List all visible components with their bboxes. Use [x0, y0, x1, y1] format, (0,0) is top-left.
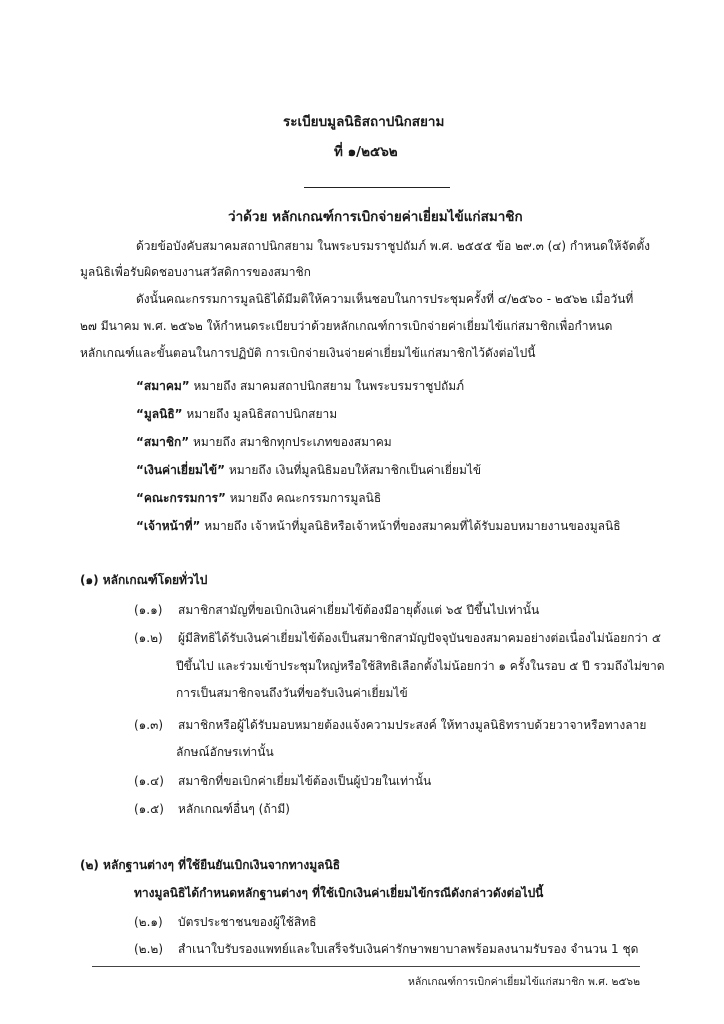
intro-line-2: มูลนิธิเพื่อรับผิดชอบงานสวัสดิการของสมาชิก [80, 265, 311, 279]
list-item [134, 800, 290, 819]
definition-term: “เจ้าหน้าที่” [136, 519, 201, 533]
section-heading: (๑) หลักเกณฑ์โดยทั่วไป [80, 573, 208, 587]
list-item-continuation: ปีขึ้นไป และร่วมเข้าประชุมใหญ่หรือใช้สิทธิเลือกตั้งไม่น้อยกว่า ๑ ครั้งในรอบ ๕ ปี รวมถึงไม่ขาด [176, 659, 665, 673]
definition-item [136, 405, 337, 424]
footer-divider [92, 966, 640, 967]
definition-term: “สมาชิก” [136, 435, 190, 449]
definition-text: หมายถึง สมาชิกทุกประเภทของสมาคม [189, 435, 392, 449]
title-divider [304, 187, 450, 188]
definition-text: หมายถึง มูลนิธิสถาปนิกสยาม [182, 407, 338, 421]
list-item-number: (๑.๔) [134, 774, 164, 788]
list-item-text: หลักเกณฑ์อื่นๆ (ถ้ามี) [178, 802, 290, 816]
section-subheading: ทางมูลนิธิได้กำหนดหลักฐานต่างๆ ที่ใช้เบิกเงินค่าเยี่ยมไข้กรณีดังกล่าวดังต่อไปนี้ [134, 886, 544, 900]
intro-line-5: หลักเกณฑ์และขั้นตอนในการปฏิบัติ การเบิกจ่ายเงินจ่ายค่าเยี่ยมไข้แก่สมาชิกไว้ดังต่อไปนี้ [80, 346, 536, 360]
page-footer: หลักเกณฑ์การเบิกค่าเยี่ยมไข้แก่สมาชิก พ.ศ. ๒๕๖๒ [407, 976, 640, 988]
list-item-text: สมาชิกที่ขอเบิกค่าเยี่ยมไข้ต้องเป็นผู้ป่วยในเท่านั้น [178, 774, 432, 788]
section-heading: (๒) หลักฐานต่างๆ ที่ใช้ยืนยันเบิกเงินจากทางมูลนิธิ [80, 858, 341, 872]
list-item-number: (๑.๑) [134, 603, 163, 617]
list-item-text: สำเนาใบรับรองแพทย์และใบเสร็จรับเงินค่ารักษาพยาบาลพร้อมลงนามรับรอง จำนวน 1 ชุด [178, 942, 639, 956]
definition-term: “เงินค่าเยี่ยมไข้” [136, 463, 226, 477]
intro-line-1: ด้วยข้อบังคับสมาคมสถาปนิกสยาม ในพระบรมราชูปถัมภ์ พ.ศ. ๒๕๕๕ ข้อ ๒๙.๓ (๔) กำหนดให้จัดตั้ง [136, 239, 651, 253]
list-item [134, 940, 638, 959]
definition-term: “มูลนิธิ” [136, 407, 183, 421]
list-item-number: (๑.๓) [134, 718, 163, 732]
definition-item [136, 517, 621, 536]
definition-text: หมายถึง เงินที่มูลนิธิมอบให้สมาชิกเป็นค่าเยี่ยมไข้ [225, 463, 482, 477]
list-item [134, 716, 646, 735]
definition-text: หมายถึง สมาคมสถาปนิกสยาม ในพระบรมราชูปถัมภ์ [189, 379, 465, 393]
document-number: ที่ ๑/๒๕๖๒ [334, 144, 398, 160]
document-title: ระเบียบมูลนิธิสถาปนิกสยาม [283, 114, 445, 130]
list-item-text: ผู้มีสิทธิได้รับเงินค่าเยี่ยมไข้ต้องเป็นสมาชิกสามัญปัจจุบันของสมาคมอย่างต่อเนื่องไม่น้อยกว่า ๕ [178, 631, 661, 645]
list-item [134, 601, 539, 620]
list-item-continuation: ลักษณ์อักษรเท่านั้น [176, 745, 274, 759]
list-item-continuation: การเป็นสมาชิกจนถึงวันที่ขอรับเงินค่าเยี่ยมไข้ [176, 686, 408, 700]
definition-item [136, 489, 381, 508]
list-item-text: สมาชิกสามัญที่ขอเบิกเงินค่าเยี่ยมไข้ต้องมีอายุตั้งแต่ ๖๕ ปีขึ้นไปเท่านั้น [178, 603, 540, 617]
list-item [134, 629, 661, 648]
document-subject: ว่าด้วย หลักเกณฑ์การเบิกจ่ายค่าเยี่ยมไข้แก่สมาชิก [228, 209, 523, 225]
definition-text: หมายถึง คณะกรรมการมูลนิธิ [225, 491, 382, 505]
list-item-text: สมาชิกหรือผู้ได้รับมอบหมายต้องแจ้งความประสงค์ ให้ทางมูลนิธิทราบด้วยวาจาหรือทางลาย [178, 718, 647, 732]
list-item-number: (๒.๑) [134, 915, 163, 929]
definition-item [136, 377, 464, 396]
definition-term: “สมาคม” [136, 379, 190, 393]
intro-line-4: ๒๗ มีนาคม พ.ศ. ๒๕๖๒ ให้กำหนดระเบียบว่าด้วยหลักเกณฑ์การเบิกจ่ายค่าเยี่ยมไข้แก่สมาชิกเพื่อกำหนด [80, 319, 613, 333]
list-item-number: (๒.๒) [134, 942, 163, 956]
list-item-number: (๑.๒) [134, 631, 163, 645]
list-item [134, 772, 431, 791]
list-item-text: บัตรประชาชนของผู้ใช้สิทธิ [178, 915, 317, 929]
definition-text: หมายถึง เจ้าหน้าที่มูลนิธิหรือเจ้าหน้าที่ของสมาคมที่ได้รับมอบหมายงานของมูลนิธิ [200, 519, 621, 533]
list-item [134, 913, 316, 932]
list-item-number: (๑.๕) [134, 802, 164, 816]
intro-line-3: ดังนั้นคณะกรรมการมูลนิธิได้มีมติให้ความเห็นชอบในการประชุมครั้งที่ ๔/๒๕๖๐ - ๒๕๖๒ เมื่อวันที่ [136, 292, 634, 306]
definition-item [136, 461, 481, 480]
definition-term: “คณะกรรมการ” [136, 491, 226, 505]
definition-item [136, 433, 392, 452]
